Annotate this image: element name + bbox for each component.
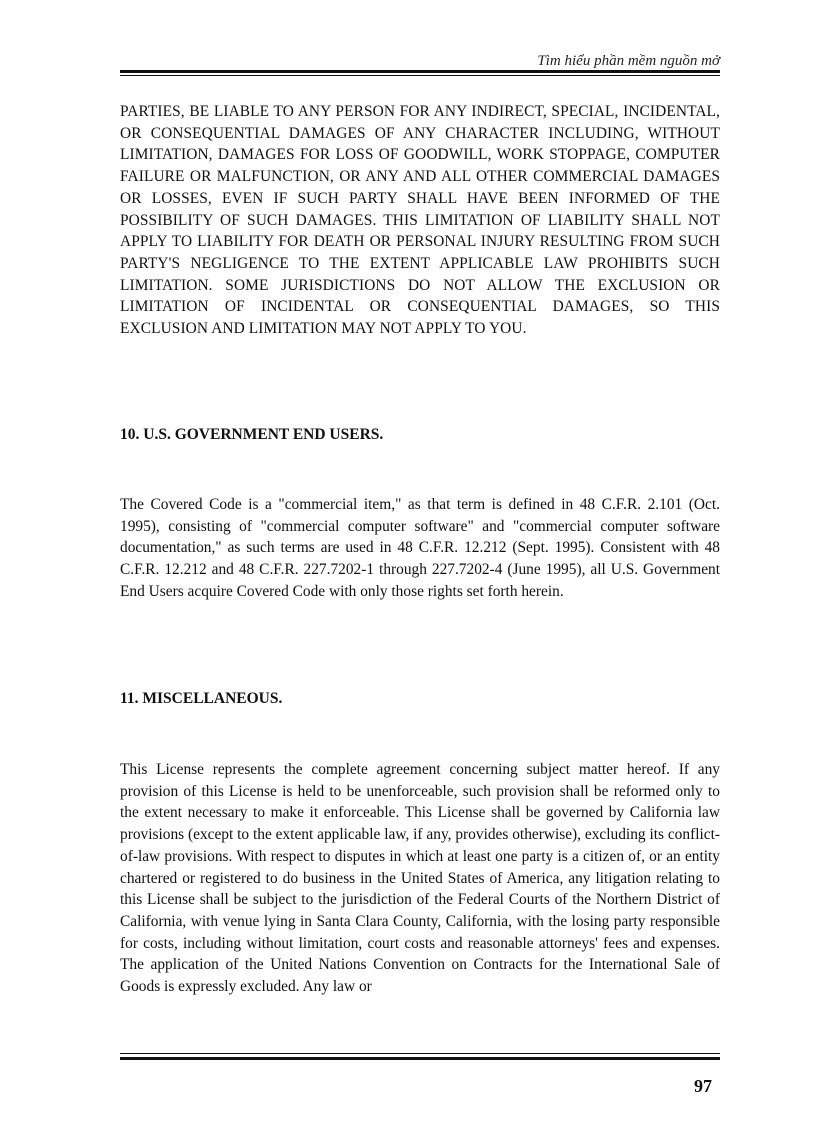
header-rule-thick [120, 70, 720, 73]
running-header-title: Tìm hiểu phần mềm nguồn mở [537, 53, 720, 69]
section-heading-miscellaneous: 11. MISCELLANEOUS. [120, 690, 283, 707]
section-heading-government-end-users: 10. U.S. GOVERNMENT END USERS. [120, 426, 384, 443]
liability-continuation-paragraph: PARTIES, BE LIABLE TO ANY PERSON FOR ANY INDIRECT, SPECIAL, INCIDENTAL, OR CONSEQUENTIAL DAMAGES OF ANY CHARACTER INCLUDING, WITHOUT LIMITATION, DAMAGES FOR LOSS OF GOODWILL, WORK STOPPAGE, COMPUTER FAILURE OR MALFUNCTION, OR ANY AND ALL OTHER COMMERCIAL DAMAGES OR LOSSES, EVEN IF SUCH PARTY SHALL HAVE BEEN INFORMED OF THE POSSIBILITY OF SUCH DAMAGES. THIS LIMITATION OF LIABILITY SHALL NOT APPLY TO LIABILITY FOR DEATH OR PERSONAL INJURY RESULTING FROM SUCH PARTY'S NEGLIGENCE TO THE EXTENT APPLICABLE LAW PROHIBITS SUCH LIMITATION. SOME JURISDICTIONS DO NOT ALLOW THE EXCLUSION OR LIMITATION OF INCIDENTAL OR CONSEQUENTIAL DAMAGES, SO THIS EXCLUSION AND LIMITATION MAY NOT APPLY TO YOU. [120, 103, 720, 338]
header-rule-thin [120, 75, 720, 76]
government-end-users-paragraph: The Covered Code is a "commercial item," as that term is defined in 48 C.F.R. 2.101 (Oct. 1995), consisting of "commercial computer software" and "commercial computer software documentation," as such terms are used in 48 C.F.R. 12.212 (Sept. 1995). Consistent with 48 C.F.R. 12.212 and 48 C.F.R. 227.7202-1 through 227.7202-4 (June 1995), all U.S. Government End Users acquire Covered Code with only those rights set forth herein. [120, 496, 720, 600]
miscellaneous-paragraph: This License represents the complete agreement concerning subject matter hereof. If any provision of this License is held to be unenforceable, such provision shall be reformed only to the extent necessary to make it enforceable. This License shall be governed by California law provisions (except to the extent applicable law, if any, provides otherwise), excluding its conflict-of-law provisions. With respect to disputes in which at least one party is a citizen of, or an entity chartered or registered to do business in the United States of America, any litigation relating to this License shall be subject to the jurisdiction of the Federal Courts of the Northern District of California, with venue lying in Santa Clara County, California, with the losing party responsible for costs, including without limitation, court costs and reasonable attorneys' fees and expenses. The application of the United Nations Convention on Contracts for the International Sale of Goods is expressly excluded. Any law or [120, 761, 720, 996]
footer-rule-thick [120, 1057, 720, 1060]
page-number: 97 [694, 1076, 712, 1096]
footer-rule-thin [120, 1053, 720, 1054]
